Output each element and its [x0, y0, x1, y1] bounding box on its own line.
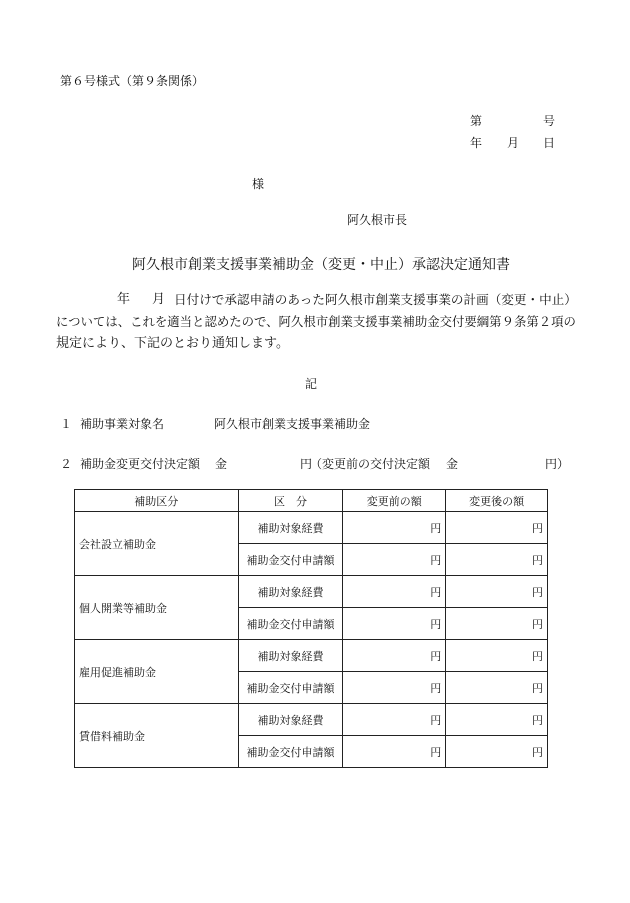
body-line1-month: 月 [152, 292, 166, 307]
date-month: 月 [507, 136, 520, 150]
amount-before: 円 [343, 640, 446, 672]
category-company-establishment: 会社設立補助金 [75, 512, 239, 576]
body-line3: 規定により、下記のとおり通知します。 [56, 336, 289, 351]
subsidy-amount-table [74, 489, 548, 768]
item1-number: １ [60, 417, 73, 431]
header-subsidy-category: 補助区分 [75, 490, 239, 512]
row-item: 補助対象経費 [238, 576, 343, 608]
row-item: 補助金交付申請額 [238, 608, 343, 640]
table-row [75, 640, 548, 672]
document-title: 阿久根市創業支援事業補助金（変更・中止）承認決定通知書 [132, 257, 510, 273]
amount-after: 円 [446, 608, 548, 640]
sender-name: 阿久根市長 [347, 213, 408, 227]
amount-before: 円 [343, 608, 446, 640]
doc-number-suffix: 号 [543, 114, 556, 128]
date-day: 日 [543, 136, 556, 150]
header-amount-before: 変更前の額 [343, 490, 446, 512]
amount-after: 円 [446, 672, 548, 704]
amount-after: 円 [446, 704, 548, 736]
item2-number: ２ [60, 457, 73, 471]
header-amount-after: 変更後の額 [446, 490, 548, 512]
body-line2: については、これを適当と認めたので、阿久根市創業支援事業補助金交付要綱第９条第２項の [56, 314, 576, 329]
row-item: 補助金交付申請額 [238, 544, 343, 576]
item2-prev-label: （変更前の交付決定額 [310, 457, 431, 471]
amount-after: 円 [446, 736, 548, 768]
item2-label: 補助金変更交付決定額 [80, 457, 201, 471]
row-item: 補助対象経費 [238, 704, 343, 736]
table-row [75, 576, 548, 608]
body-line1-text: 日付けで承認申請のあった阿久根市創業支援事業の計画（変更・中止） [174, 292, 577, 307]
amount-after: 円 [446, 512, 548, 544]
item2-prev-yen: 円） [545, 457, 570, 471]
addressee-honorific: 様 [252, 177, 265, 191]
amount-before: 円 [343, 512, 446, 544]
amount-after: 円 [446, 576, 548, 608]
item2-yen: 円 [300, 457, 313, 471]
doc-number-prefix: 第 [470, 114, 483, 128]
amount-before: 円 [343, 704, 446, 736]
row-item: 補助金交付申請額 [238, 736, 343, 768]
category-employment-promotion: 雇用促進補助金 [75, 640, 239, 704]
ki-label: 記 [305, 377, 318, 391]
item2-prev-kin: 金 [446, 457, 459, 471]
row-item: 補助対象経費 [238, 512, 343, 544]
amount-before: 円 [343, 576, 446, 608]
item1-value: 阿久根市創業支援事業補助金 [214, 417, 371, 431]
body-line1-year: 年 [117, 292, 131, 307]
date-year: 年 [470, 136, 483, 150]
amount-before: 円 [343, 736, 446, 768]
category-rent-subsidy: 賃借料補助金 [75, 704, 239, 768]
category-individual-business: 個人開業等補助金 [75, 576, 239, 640]
form-number: 第６号様式（第９条関係） [60, 74, 205, 88]
row-item: 補助対象経費 [238, 640, 343, 672]
amount-after: 円 [446, 640, 548, 672]
amount-after: 円 [446, 544, 548, 576]
header-classification: 区 分 [238, 490, 343, 512]
amount-before: 円 [343, 672, 446, 704]
table-row [75, 512, 548, 544]
item2-kin: 金 [215, 457, 228, 471]
item1-label: 補助事業対象名 [80, 417, 165, 431]
table-row [75, 704, 548, 736]
amount-before: 円 [343, 544, 446, 576]
row-item: 補助金交付申請額 [238, 672, 343, 704]
table-header-row [75, 490, 548, 512]
